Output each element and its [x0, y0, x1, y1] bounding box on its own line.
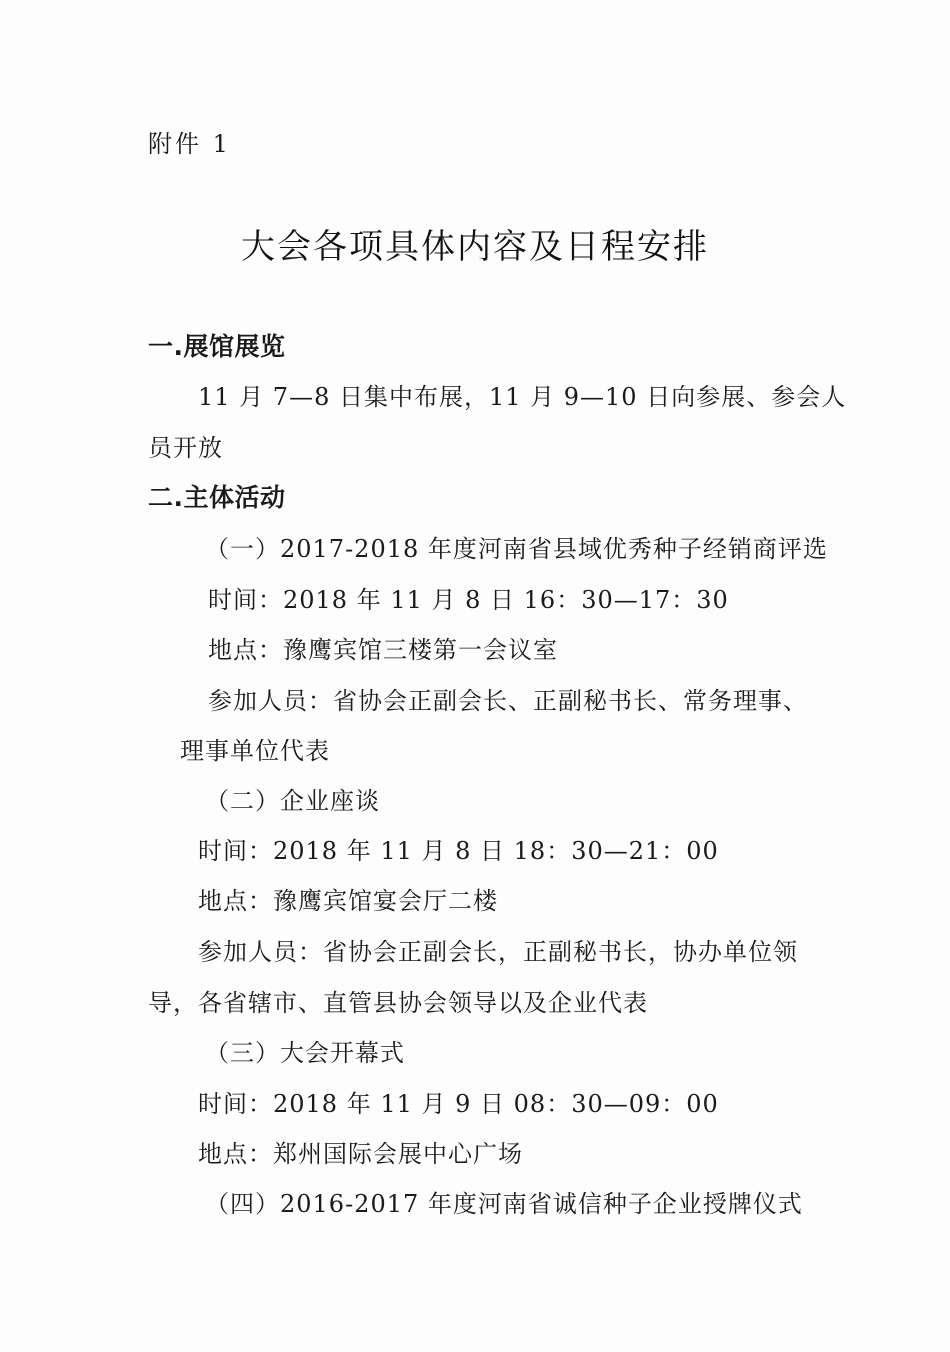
activity-2-participants-line-2: 导，各省辖市、直管县协会领导以及企业代表 [148, 989, 648, 1017]
attachment-label: 附件 1 [148, 130, 231, 158]
activity-3-time: 时间：2018 年 11 月 9 日 08：30—09：00 [198, 1090, 719, 1118]
activity-2-participants-line-1: 参加人员：省协会正副会长，正副秘书长，协办单位领 [198, 938, 798, 966]
document-title: 大会各项具体内容及日程安排 [241, 227, 709, 267]
activity-2-place: 地点：豫鹰宾馆宴会厅二楼 [198, 887, 498, 915]
exhibition-paragraph-line-2: 员开放 [148, 434, 223, 462]
activity-1-participants-line-2: 理事单位代表 [180, 737, 330, 765]
activity-1-label: （一）2017-2018 年度河南省县域优秀种子经销商评选 [205, 535, 828, 563]
exhibition-paragraph-line-1: 11 月 7—8 日集中布展，11 月 9—10 日向参展、参会人 [198, 383, 847, 411]
section-heading-exhibition: 一.展馆展览 [148, 332, 286, 361]
section-heading-main-activities: 二.主体活动 [148, 483, 286, 512]
activity-2-time: 时间：2018 年 11 月 8 日 18：30—21：00 [198, 837, 719, 865]
activity-1-place: 地点：豫鹰宾馆三楼第一会议室 [208, 636, 558, 664]
activity-1-time: 时间：2018 年 11 月 8 日 16：30—17：30 [208, 586, 729, 614]
activity-3-label: （三）大会开幕式 [205, 1039, 405, 1067]
activity-3-place: 地点：郑州国际会展中心广场 [198, 1140, 523, 1168]
activity-2-label: （二）企业座谈 [205, 787, 380, 815]
activity-4-label: （四）2016-2017 年度河南省诚信种子企业授牌仪式 [205, 1190, 803, 1218]
activity-1-participants-line-1: 参加人员：省协会正副会长、正副秘书长、常务理事、 [208, 687, 808, 715]
